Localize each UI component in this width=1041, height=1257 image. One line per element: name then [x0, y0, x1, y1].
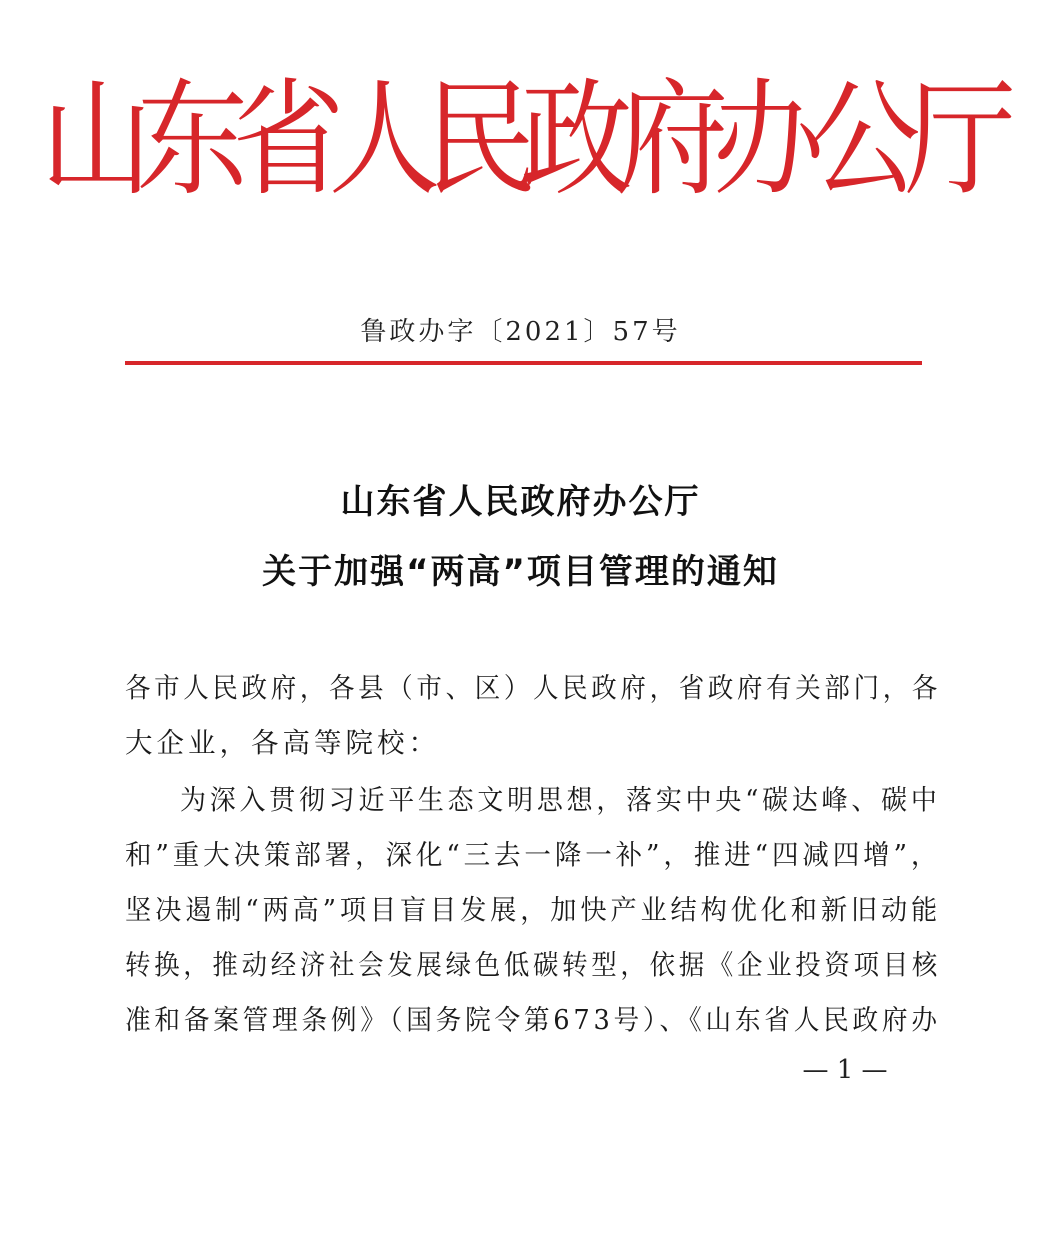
body-line: 大企业，各高等院校：	[125, 727, 440, 759]
body-line: 转换，推动经济社会发展绿色低碳转型，依据《企业投资项目核	[125, 949, 941, 981]
issuer-header: 山东省人民政府办公厅	[40, 67, 1001, 214]
body-line: 坚决遏制“两高”项目盲目发展，加快产业结构优化和新旧动能	[125, 894, 942, 926]
document-title-line-1: 山东省人民政府办公厅	[340, 482, 701, 522]
document-number: 鲁政办字〔2021〕57号	[360, 317, 681, 347]
document-title-line-2: 关于加强“两高”项目管理的通知	[262, 552, 779, 592]
page-number: — 1 —	[802, 1055, 888, 1085]
body-line: 各市人民政府，各县（市、区）人民政府，省政府有关部门，各	[125, 672, 941, 704]
body-line: 准和备案管理条例》（国务院令第673号）、《山东省人民政府办	[125, 1004, 941, 1036]
body-line: 为深入贯彻习近平生态文明思想，落实中央“碳达峰、碳中	[180, 784, 941, 816]
red-divider	[125, 361, 922, 365]
body-line: 和”重大决策部署，深化“三去一降一补”，推进“四减四增”，	[125, 839, 942, 871]
